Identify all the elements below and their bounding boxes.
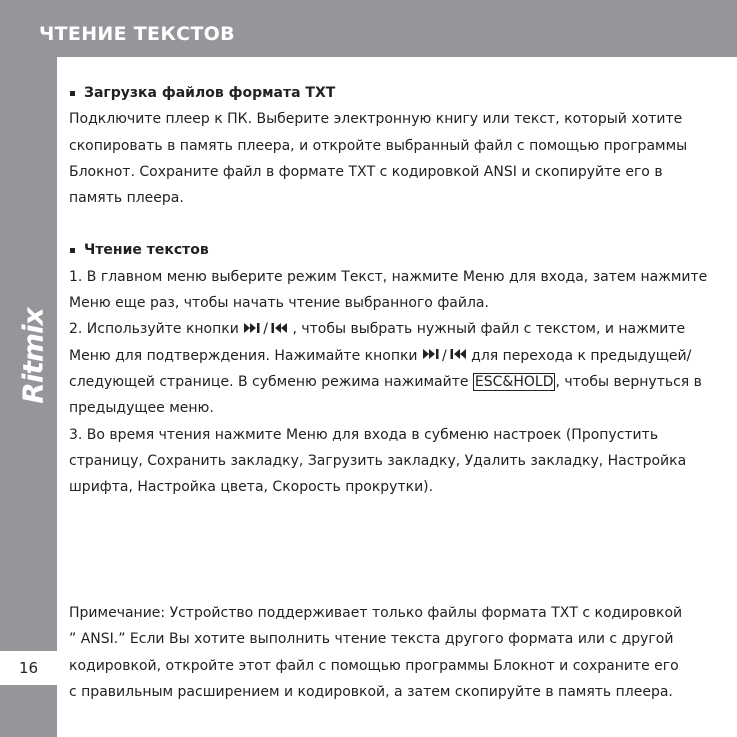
text-line: [69, 369, 709, 395]
page-number: 16: [18, 659, 39, 677]
text-line: 3. Во время чтения нажмите Меню для входа в субменю настроек (Пропустить: [69, 426, 659, 443]
slash-separator: /: [441, 347, 447, 364]
text-line: предыдущее меню.: [69, 400, 214, 417]
next-track-icon: [422, 348, 440, 360]
text-line: [69, 343, 709, 369]
logo-text: Ritmix: [16, 308, 50, 404]
bullet-icon: [70, 248, 75, 253]
section-heading-txt-upload: [69, 80, 709, 106]
note-block: [69, 600, 709, 705]
text-line: шрифта, Настройка цвета, Скорость прокрутки).: [69, 479, 434, 496]
text-fragment: 2. Используйте кнопки: [69, 321, 239, 338]
text-line: Подключите плеер к ПК. Выберите электронную книгу или текст, который хотите: [69, 111, 683, 128]
text-line: страницу, Сохранить закладку, Загрузить закладку, Удалить закладку, Настройка: [69, 452, 687, 469]
section-heading-text: Загрузка файлов формата ТХТ: [84, 85, 336, 101]
esc-hold-key-label: ESC&HOLD: [474, 373, 554, 390]
text-fragment: , чтобы выбрать нужный файл с текстом, и нажмите: [292, 321, 686, 338]
note-line: ” ANSI.” Если Вы хотите выполнить чтение текста другого формата или с другой: [69, 631, 674, 648]
page-title: ЧТЕНИЕ ТЕКСТОВ: [39, 23, 235, 45]
page-header: [0, 0, 737, 57]
note-line: кодировкой, откройте этот файл с помощью программы Блокнот и сохраните его: [69, 657, 679, 674]
note-line: Примечание: Устройство поддерживает только файлы формата ТХТ с кодировкой: [69, 605, 683, 621]
slash-separator: /: [263, 321, 268, 338]
text-fragment: следующей странице. В субменю режима нажимайте: [69, 373, 469, 390]
bullet-icon: [70, 91, 75, 96]
text-fragment: для перехода к предыдущей/: [471, 347, 692, 364]
prev-track-icon: [449, 348, 467, 360]
prev-track-icon: [270, 322, 288, 334]
text-line: 1. В главном меню выберите режим Текст, нажмите Меню для входа, затем нажмите: [69, 268, 708, 285]
section1-body: [69, 106, 709, 211]
text-line: память плеера.: [69, 190, 184, 207]
text-fragment: Меню для подтверждения. Нажимайте кнопки: [69, 347, 418, 364]
text-line: Меню еще раз, чтобы начать чтение выбранного файла.: [69, 295, 489, 312]
section-heading-reading: [69, 237, 709, 263]
text-fragment: , чтобы вернуться в: [555, 373, 702, 390]
text-line: [69, 316, 709, 342]
main-content: [69, 80, 709, 500]
note-line: с правильным расширением и кодировкой, а затем скопируйте в память плеера.: [69, 683, 673, 700]
text-line: скопировать в память плеера, и откройте выбранный файл с помощью программы: [69, 137, 688, 154]
next-track-icon: [243, 322, 261, 334]
section-heading-text: Чтение текстов: [84, 242, 209, 259]
ritmix-logo: [16, 306, 50, 406]
section2-body: [69, 264, 709, 501]
text-line: Блокнот. Сохраните файл в формате ТХТ с кодировкой ANSI и скопируйте его в: [69, 163, 663, 180]
